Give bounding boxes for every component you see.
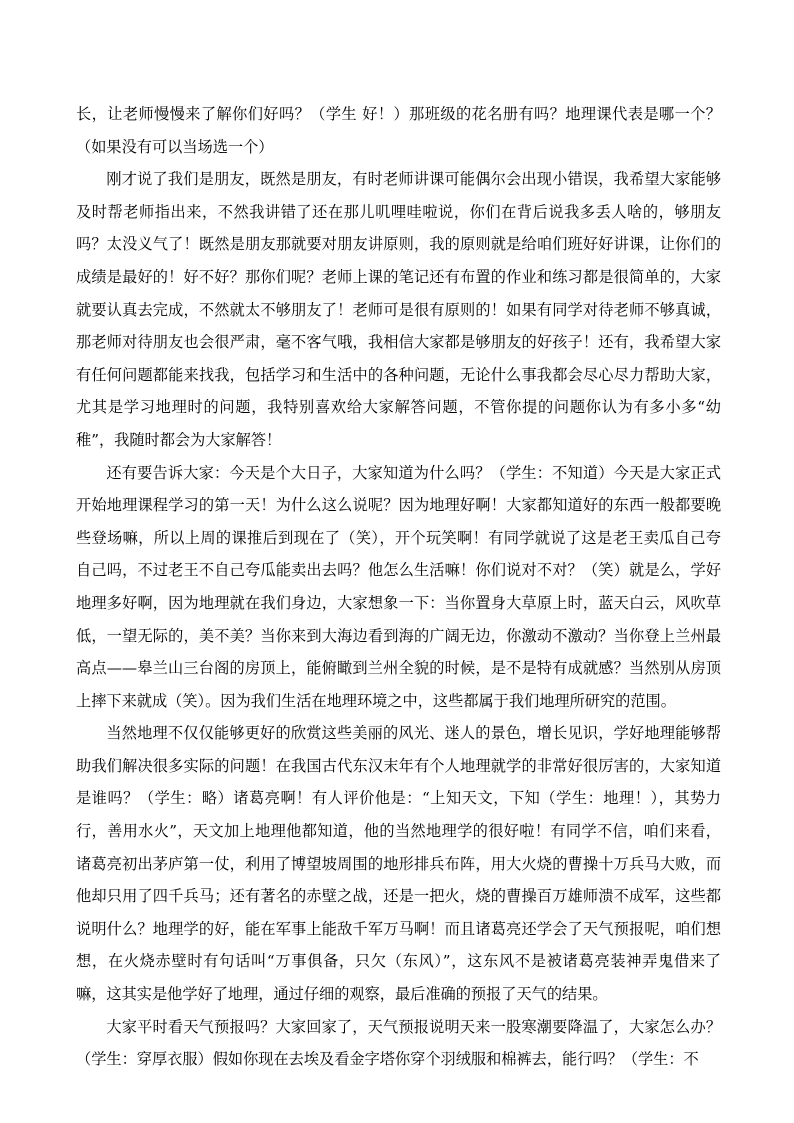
paragraph-4: 当然地理不仅仅能够更好的欣赏这些美丽的风光、迷人的景色，增长见识，学好地理能够帮助我们解决很多实际的问题！在我国古代东汉末年有个人地理就学的非常好很厉害的，大家知道是谁吗？（学生：略）诸葛亮啊！有人评价他是：“上知天文，下知（学生：地理！），其势力行，善用水火”，天文加上地理他都知道，他的当然地理学的很好啦！有同学不信，咱们来看，诸葛亮初出茅庐第一仗，利用了博望坡周围的地形排兵布阵，用大火烧的曹操十万兵马大败，而他却只用了四千兵马；还有著名的赤壁之战，还是一把火，烧的曹操百万雄师溃不成军，这些都说明什么？地理学的好，能在军事上能敌千军万马啊！而且诸葛亮还学会了天气预报呢，咱们想想，在火烧赤壁时有句话叫“万事俱备，只欠（东风）”，这东风不是被诸葛亮装神弄鬼借来了嘛，这其实是他学好了地理，通过仔细的观察，最后准确的预报了天气的结果。: [76, 724, 721, 1004]
paragraph-1: 长，让老师慢慢来了解你们好吗？（学生 好！）那班级的花名册有吗？地理课代表是哪一个？（如果没有可以当场选一个）: [76, 105, 721, 156]
paragraph-3: 还有要告诉大家：今天是个大日子，大家知道为什么吗？（学生：不知道）今天是大家正式开始地理课程学习的第一天！为什么这么说呢？因为地理好啊！大家都知道好的东西一般都要晚些登场嘛，所以上周的课推后到现在了（笑），开个玩笑啊！有同学就说了这是老王卖瓜自己夸自己吗，不过老王不自己夸瓜能卖出去吗？他怎么生活嘛！你们说对不对？（笑）就是么，学好地理多好啊，因为地理就在我们身边，大家想象一下：当你置身大草原上时，蓝天白云，风吹草低，一望无际的，美不美？当你来到大海边看到海的广阔无边，你激动不激动？当你登上兰州最高点——皋兰山三台阁的房顶上，能俯瞰到兰州全貌的时候，是不是特有成就感？当然别从房顶上摔下来就成（笑）。因为我们生活在地理环境之中，这些都属于我们地理所研究的范围。: [76, 463, 721, 710]
paragraph-2: 刚才说了我们是朋友，既然是朋友，有时老师讲课可能偶尔会出现小错误，我希望大家能够及时帮老师指出来，不然我讲错了还在那儿叽哩哇啦说，你们在背后说我多丢人啥的，够朋友吗？太没义气了！既然是朋友那就要对朋友讲原则，我的原则就是给咱们班好好讲课，让你们的成绩是最好的！好不好？那你们呢？老师上课的笔记还有布置的作业和练习都是很简单的，大家就要认真去完成，不然就太不够朋友了！老师可是很有原则的！如果有同学对待老师不够真诚，那老师对待朋友也会很严肃，毫不客气哦，我相信大家都是够朋友的好孩子！还有，我希望大家有任何问题都能来找我，包括学习和生活中的各种问题，无论什么事我都会尽心尽力帮助大家，尤其是学习地理时的问题，我特别喜欢给大家解答问题，不管你提的问题你认为有多小多“幼稚”，我随时都会为大家解答！: [76, 170, 721, 449]
document-body: [76, 98, 721, 1076]
paragraph-5: 大家平时看天气预报吗？大家回家了，天气预报说明天来一股寒潮要降温了，大家怎么办？（学生：穿厚衣服）假如你现在去埃及看金字塔你穿个羽绒服和棉裤去，能行吗？（学生：不: [76, 1017, 721, 1069]
